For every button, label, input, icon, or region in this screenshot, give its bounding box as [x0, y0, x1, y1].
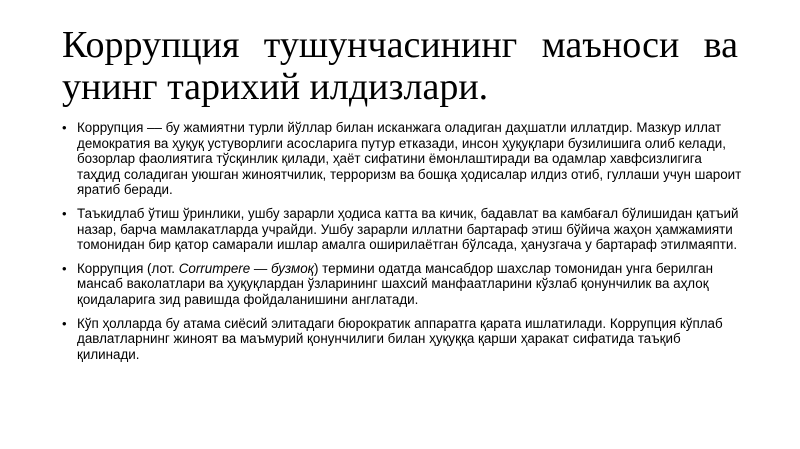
bullet-list — [62, 120, 742, 370]
bullet-dot-icon: • — [62, 205, 67, 221]
bullet-dot-icon: • — [62, 260, 67, 276]
slide-title: Коррупция тушунчасининг маъноси ва унинг тарихий илдизлари. — [62, 24, 738, 108]
bullet-text-suffix: ) термини одатда мансабдор шахслар томонидан унга берилган мансаб ваколатлари ва ҳуқуқлардан ўзларининг шахсий манфаатларини кўзлаб қонунчилик ва аҳлоқ қоидаларига зид равишда фойдаланишини англатади. — [77, 260, 713, 307]
bullet-item-definition — [62, 120, 742, 198]
bullet-text: Таъкидлаб ўтиш ўринлики, ушбу зарарли ҳодиса катта ва кичик, бадавлат ва камбағал бўлишидан қатъий назар, барча мамлакатларда учрайди. Ушбу зарарли иллатни бартараф этиш бўйича жаҳон ҳамжамияти томонидан бир қатор самарали ишлар амалга оширилаётган бўлсада, ҳанузгача у бартараф этилмаяпти. — [77, 205, 739, 253]
bullet-text-prefix: Коррупция (лот. — [77, 260, 179, 276]
bullet-dot-icon: • — [62, 315, 67, 331]
bullet-dot-icon: • — [62, 120, 67, 135]
bullet-text: Кўп ҳолларда бу атама сиёсий элитадаги бюрократик аппаратга қарата ишлатилади. Коррупция кўплаб давлатларнинг жиноят ва маъмурий қонунчилиги билан ҳуқуққа қарши ҳаракат сифатида таъқиб қилинади. — [77, 315, 723, 362]
bullet-item-etymology — [62, 261, 742, 308]
bullet-item-usage — [62, 316, 742, 363]
bullet-text: Коррупция –– бу жамиятни турли йўллар билан исканжага оладиган даҳшатли иллатдир. Мазкур иллат демократия ва ҳуқуқ устуворлиги асосларига путур етказади, инсон ҳуқуқлари бузилишига олиб келади, бозорлар фаолиятига тўсқинлик қилади, ҳаёт сифатини ёмонлаштиради ва одамлар хавфсизлигига таҳдид соладиган уюшган жиноятчилик, терроризм ва бошқа ҳодисалар илдиз отиб, гуллаши учун шароит яратиб беради. — [77, 120, 742, 198]
latin-term: Corrumpere — бузмоқ — [178, 260, 314, 276]
bullet-item-prevalence — [62, 206, 742, 253]
